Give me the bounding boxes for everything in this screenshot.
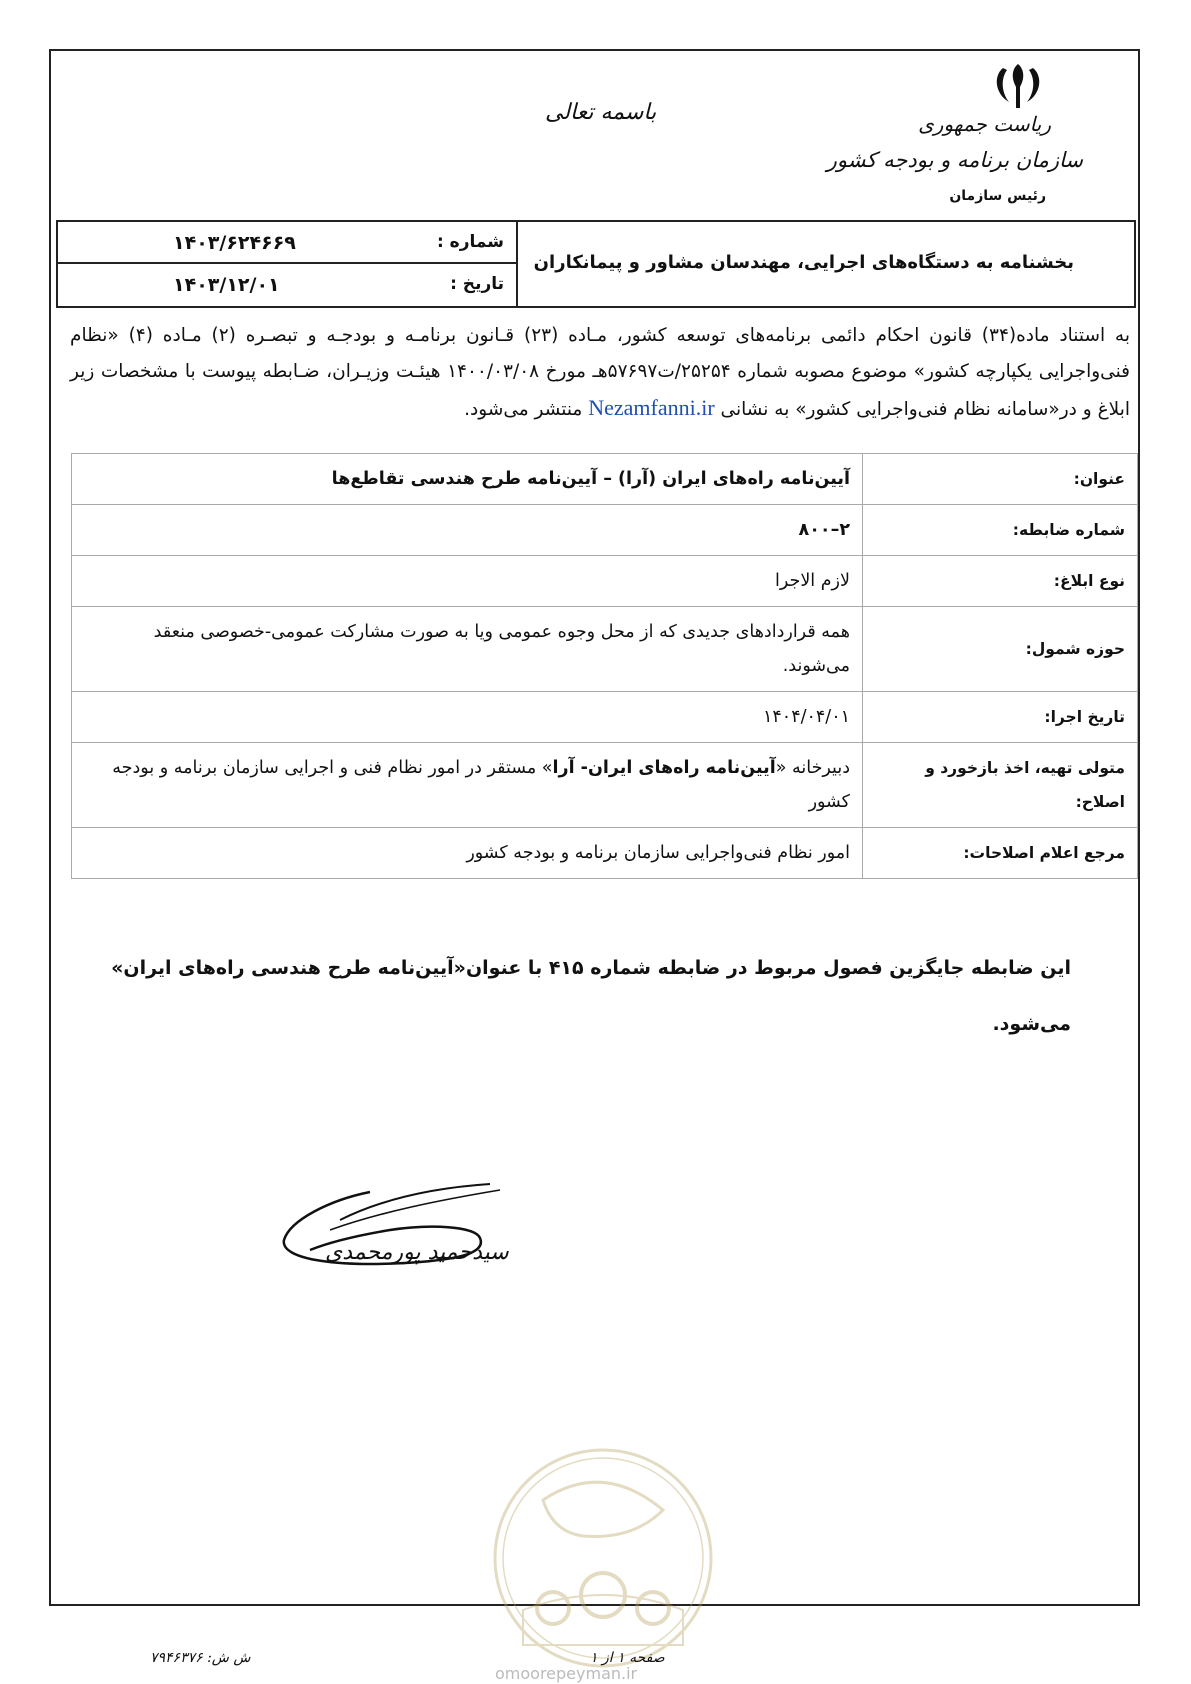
row-value-custodian [72, 743, 863, 828]
website-link[interactable]: Nezamfanni.ir [588, 395, 715, 420]
custodian-post: » مستقر در امور نظام فنی و اجرایی سازمان برنامه و بودجه کشور [112, 758, 850, 812]
gov-line-presidency: ریاست جمهوری [918, 112, 1051, 136]
row-value-corrections: امور نظام فنی‌واجرایی سازمان برنامه و بودجه کشور [72, 828, 863, 879]
registration-number: ش ش: ۷۹۴۶۳۷۶ [150, 1650, 251, 1666]
custodian-pre: دبیرخانه « [775, 758, 850, 778]
row-label-corrections: مرجع اعلام اصلاحات: [863, 828, 1138, 879]
regulation-info-table [71, 453, 1138, 879]
gov-line-head: رئیس سازمان [949, 188, 1046, 204]
table-row [72, 692, 1138, 743]
date-label: تاریخ : [450, 274, 504, 294]
circular-subject: بخشنامه به دستگاه‌های اجرایی، مهندسان مشاور و پیمانکاران [533, 252, 1074, 273]
table-row [72, 556, 1138, 607]
intro-paragraph [70, 318, 1130, 428]
omoore-peyman-stamp-icon [483, 1440, 723, 1670]
row-label-scope: حوزه شمول: [863, 607, 1138, 692]
row-label-custodian: متولی تهیه، اخذ بازخورد و اصلاح: [863, 743, 1138, 828]
custodian-bold: آیین‌نامه راه‌های ایران- آرا [552, 758, 776, 778]
number-cell [58, 222, 516, 264]
table-row [72, 828, 1138, 879]
signatory-name: سیدحمید پورمحمدی [325, 1240, 509, 1265]
bismillah: باسمه تعالی [545, 100, 657, 125]
replacement-note: این ضابطه جایگزین فصول مربوط در ضابطه شماره ۴۱۵ با عنوان«آیین‌نامه طرح هندسی راه‌های ایران» می‌شود. [111, 957, 1071, 1035]
table-row [72, 505, 1138, 556]
intro-text-end: منتشر می‌شود. [464, 399, 583, 420]
circular-header-box [56, 220, 1136, 308]
table-row [72, 454, 1138, 505]
row-value-type: لازم الاجرا [72, 556, 863, 607]
number-date-cells [58, 222, 518, 306]
number-label: شماره : [436, 232, 504, 252]
iran-emblem-icon [985, 60, 1051, 110]
date-cell [58, 264, 516, 306]
page-number: صفحه ۱ از ۱ [590, 1650, 665, 1666]
table-row [72, 607, 1138, 692]
date-value: ۱۴۰۳/۱۲/۰۱ [173, 274, 280, 296]
gov-line-organization: سازمان برنامه و بودجه کشور [826, 148, 1083, 172]
row-value-code: ۲–۸۰۰ [72, 505, 863, 556]
row-label-type: نوع ابلاغ: [863, 556, 1138, 607]
row-label-effective-date: تاریخ اجرا: [863, 692, 1138, 743]
row-label-title: عنوان: [863, 454, 1138, 505]
row-label-code: شماره ضابطه: [863, 505, 1138, 556]
number-value: ۱۴۰۳/۶۲۴۶۶۹ [173, 232, 296, 254]
table-row [72, 743, 1138, 828]
intro-text: به استناد ماده(۳۴) قانون احکام دائمی برنامه‌های توسعه کشور، مـاده (۲۳) قـانون برنامـه و بودجـه و تبصـره (۲) مـاده (۴) «نظام فنی‌واجرایی یکپارچه کشور» موضوع مصوبه شماره ۲۵۲۵۴/ت۵۷۶۹۷هـ مورخ ۱۴۰۰/۰۳/۰۸ هیئـت وزیـران، ضـابطه پیوست با مشخصات زیر ابلاغ و در«سامانه نظام فنی‌واجرایی کشور» به نشانی [70, 325, 1130, 420]
row-value-effective-date: ۱۴۰۴/۰۴/۰۱ [72, 692, 863, 743]
row-value-scope: همه قراردادهای جدیدی که از محل وجوه عمومی ویا به صورت مشارکت عمومی-خصوصی منعقد می‌شوند. [72, 607, 863, 692]
signature-icon [270, 1180, 530, 1280]
row-value-title: آیین‌نامه راه‌های ایران (آرا) – آیین‌نامه طرح هندسی تقاطع‌ها [72, 454, 863, 505]
watermark-text: omoorepeyman.ir [495, 1664, 638, 1683]
